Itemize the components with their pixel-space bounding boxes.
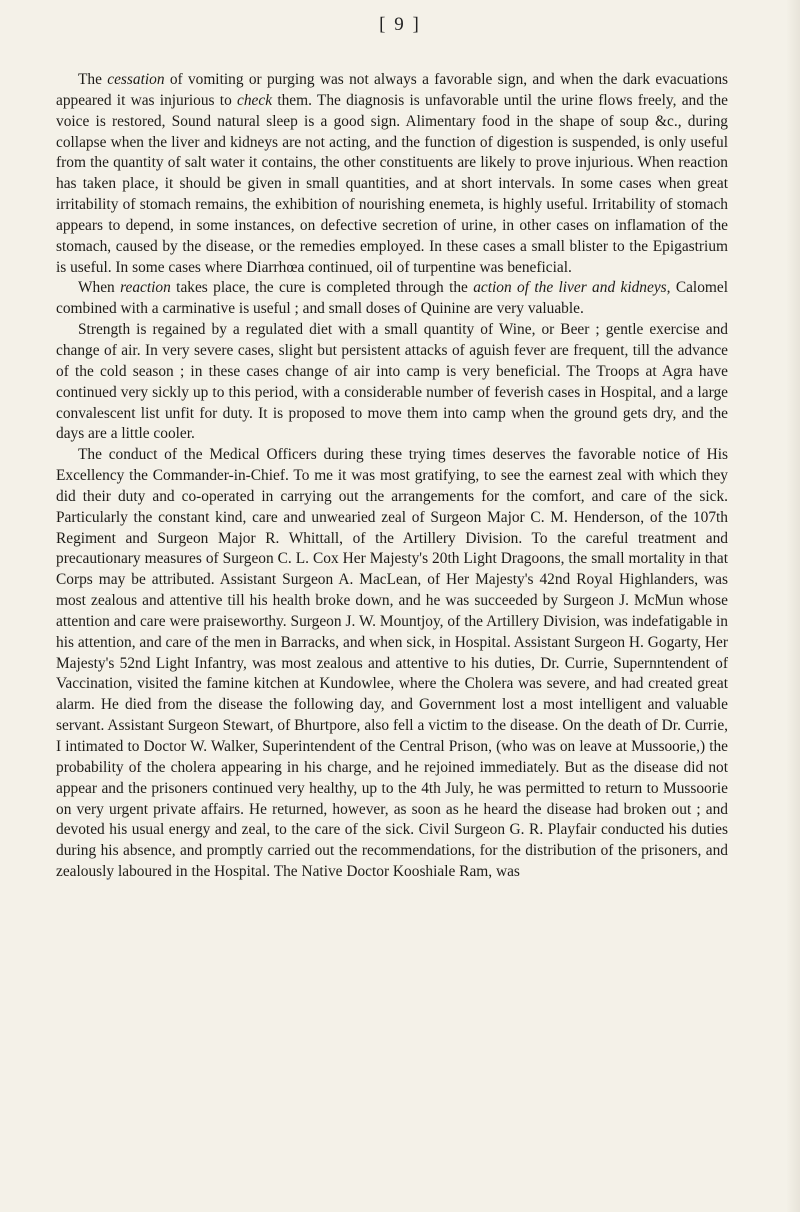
text-run: The (78, 71, 108, 88)
paragraph (56, 445, 728, 883)
text-run: Strength is regained by a regulated diet with a small quantity of Wine, or Beer ; gentle exercise and change of air. In very severe cases, slight but persistent attacks of aguish fever are frequent, till the advance of the cold season ; in these cases change of air into camp is very beneficial. The Troops at Agra have continued very sickly up to this period, with a considerable number of feverish cases in Hospital, and a large convalescent list unfit for duty. It is proposed to move them into camp when the ground gets dry, and the days are a little cooler. (56, 321, 728, 443)
paragraph (56, 70, 728, 278)
italic-text: reaction (120, 279, 171, 297)
text-run: Calomel combined with a carminative is useful ; and small doses of Quinine are very valuable. (56, 279, 728, 318)
text-run: takes place, the cure is completed through the (170, 279, 474, 297)
text-run: The conduct of the Medical Officers during these trying times deserves the favorable notice of His Excellency the Commander-in-Chief. To me it was most gratifying, to see the earnest zeal with which they did their duty and co-operated in carrying out the arrangements for the comfort, and care of the sick. Particularly the constant kind, care and unwearied zeal of Surgeon Major C. M. Henderson, of the 107th Regiment and Surgeon Major R. Whittall, of the Artillery Division. To the careful treatment and precautionary measures of Surgeon C. L. Cox Her Majesty's 20th Light Dragoons, the small mortality in that Corps may be attributed. Assistant Surgeon A. MacLean, of Her Majesty's 42nd Royal Highlanders, was most zealous and attentive till his health broke down, and he was succeeded by Surgeon J. McMun whose attention and care were praiseworthy. Surgeon J. W. Mountjoy, of the Artillery Division, was indefatigable in his attention, and care of the men in Barracks, and when sick, in Hospital. Assistant Surgeon H. Gogarty, Her Majesty's 52nd Light Infantry, was most zealous and attentive to his duties, Dr. Currie, Supernntendent of Vaccination, visited the famine kitchen at Kundowlee, where the Cholera was severe, and had created great alarm. He died from the disease the following day, and Government lost a most intelligent and valuable servant. Assistant Surgeon Stewart, of Bhurtpore, also fell a victim to the disease. On the death of Dr. Currie, I intimated to Doctor W. Walker, Superintendent of the Central Prison, (who was on leave at Mussoorie,) the probability of the cholera appearing in his charge, and he rejoined immediately. But as the disease did not appear and the prisoners continued very healthy, up to the 4th July, he was permitted to return to Mussoorie on very urgent private affairs. He returned, however, as soon as he heard the disease had broken out ; and devoted his usual energy and zeal, to the care of the sick. Civil Surgeon G. R. Playfair conducted his duties during his absence, and promptly carried out the recommendations, for the distribution of the prisoners, and zealously laboured in the Hospital. The Native Doctor Kooshiale Ram, was (56, 446, 728, 881)
paragraph (56, 320, 728, 445)
paragraph (56, 278, 728, 320)
text-run: of vomiting or purging was not always a favorable sign, and when the dark evacuations appeared it was injurious to (56, 71, 728, 109)
italic-text: cessation (107, 71, 165, 88)
body-text (56, 70, 728, 883)
italic-text: action of the liver and kidneys, (473, 279, 671, 297)
page-edge (786, 0, 800, 1212)
page-number: [ 9 ] (379, 14, 421, 35)
text-run: When (78, 279, 121, 297)
text-run: them. The diagnosis is unfavorable until the urine flows freely, and the voice is restored, Sound natural sleep is a good sign. Alimentary food in the shape of soup &c., during collapse when the liver and kidneys are not acting, and the function of digestion is suspended, is only useful from the quantity of salt water it contains, the other constituents are likely to prove injurious. When reaction has taken place, it should be given in small quantities, and at short intervals. In some cases when great irritability of stomach remains, the exhibition of nourishing enemeta, is highly useful. Irritability of stomach appears to depend, in some instances, on defective secretion of urine, in other cases on inflamation of the stomach, caused by the disease, or the remedies employed. In these cases a small blister to the Epigastrium is useful. In some cases where Diarrhœa continued, oil of turpentine was beneficial. (56, 91, 728, 276)
italic-text: check (237, 91, 273, 109)
